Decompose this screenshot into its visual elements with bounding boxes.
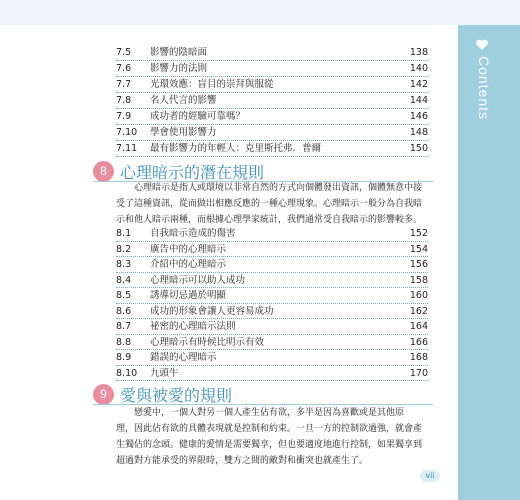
toc-entry-number: 8.10 <box>116 367 138 379</box>
toc-entry-number: 8.1 <box>116 228 132 239</box>
toc-entry-number: 8.5 <box>116 290 132 301</box>
intro-line: 受了這種資訊，從而做出相應反應的一種心理現象。心理暗示一般分為自我暗 <box>116 199 423 209</box>
toc-entry-number: 7.9 <box>116 111 132 122</box>
toc-entry-page: 162 <box>409 305 428 317</box>
toc-entry-title: 九頭牛 <box>150 367 179 379</box>
toc-entry-number: 8.7 <box>116 321 132 332</box>
toc-entry-page: 146 <box>409 111 428 122</box>
toc-entry-title: 誘導切忌過於明顯 <box>150 290 227 301</box>
toc-entry-page: 164 <box>409 321 428 332</box>
toc-entry-page: 152 <box>409 228 428 239</box>
toc-entry-number: 8.6 <box>116 305 132 317</box>
toc-entry-title: 最有影響力的年輕人：克里斯托弗．普爾 <box>150 143 322 154</box>
toc-entry[interactable] <box>116 45 428 61</box>
chapter-number-badge: 9 <box>93 384 114 405</box>
toc-entry-page: 168 <box>409 352 428 363</box>
toc-entry-title: 學會使用影響力 <box>150 127 217 138</box>
toc-entry-page: 160 <box>409 290 428 301</box>
toc-entry-title: 影響的陰暗面 <box>150 47 208 58</box>
toc-entry-page: 158 <box>409 274 428 286</box>
toc-entry-number: 7.10 <box>116 127 138 138</box>
toc-entry-number: 8.3 <box>116 259 132 270</box>
chapter-9-intro <box>116 405 426 469</box>
toc-entry-number: 7.7 <box>116 79 132 90</box>
toc-entry-number: 7.11 <box>116 143 138 154</box>
toc-entry-title: 廣告中的心理暗示 <box>150 243 227 255</box>
toc-entry-title: 祕密的心理暗示法則 <box>150 321 236 332</box>
toc-entry-page: 138 <box>409 47 428 58</box>
toc-entry-title: 成功的形象會讓人更容易成功 <box>150 305 274 317</box>
toc-entry[interactable] <box>116 109 428 125</box>
toc-entry-page: 154 <box>409 243 428 255</box>
intro-line: 超過對方能承受的界限時，雙方之間的敵對和衝突也就產生了。 <box>116 456 369 466</box>
chapter-8-intro <box>116 180 426 228</box>
toc-entry-title: 成功者的經驗可靠嗎？ <box>150 111 246 122</box>
intro-line: 理，因此佔有欲的具體表現就是控制和約束。一旦一方的控制欲過強，就會產 <box>116 424 423 434</box>
toc-entry-number: 8.8 <box>116 336 132 348</box>
intro-line: 心理暗示是指人或環境以非常自然的方式向個體發出資訊，個體無意中接 <box>116 183 423 193</box>
toc-entry-number: 7.8 <box>116 95 132 106</box>
intro-line: 示和他人暗示兩種，而根據心理學家統計，我們通常受自我暗示的影響較多。 <box>116 215 423 225</box>
toc-entry[interactable] <box>116 61 428 77</box>
toc-entry-number: 7.5 <box>116 47 132 58</box>
toc-entry-title: 光環效應：盲目的崇拜與服從 <box>150 79 274 90</box>
page-number: vii <box>420 470 440 482</box>
toc-entry-number: 8.4 <box>116 274 132 286</box>
heart-icon <box>475 38 489 52</box>
toc-entry-page: 142 <box>409 79 428 90</box>
toc-entry-number: 7.6 <box>116 63 132 74</box>
toc-entry-title: 心理暗示有時候比明示有效 <box>150 336 265 348</box>
toc-separator <box>116 380 428 381</box>
toc-entry-title: 錯誤的心理暗示 <box>150 352 217 363</box>
toc-entry-page: 150 <box>409 143 428 154</box>
intro-line: 戀愛中，一個人對另一個人產生佔有欲，多半是因為喜歡或是其他原 <box>116 408 405 418</box>
toc-entry-page: 148 <box>409 127 428 138</box>
toc-entry-number: 8.9 <box>116 352 132 363</box>
toc-entry-page: 140 <box>409 63 428 74</box>
toc-separator <box>116 156 428 157</box>
toc-entry[interactable] <box>116 125 428 141</box>
toc-entry-page: 156 <box>409 259 428 270</box>
toc-entry[interactable] <box>116 77 428 93</box>
toc-entry-page: 166 <box>409 336 428 348</box>
chapter-title: 心理暗示的潛在規則 <box>120 163 265 182</box>
toc-entry-title: 介紹中的心理暗示 <box>150 259 227 270</box>
header-band <box>0 0 520 25</box>
toc-entry[interactable] <box>116 93 428 109</box>
toc-entry-title: 影響力的法則 <box>150 63 208 74</box>
toc-entry[interactable] <box>116 141 428 157</box>
toc-entry-title: 心理暗示可以助人成功 <box>150 274 246 286</box>
intro-line: 生獨佔的念頭。健康的愛情是需要獨享，但也要適度地進行控制，如果獨享到 <box>116 440 423 450</box>
contents-label-text: Contents <box>476 56 492 121</box>
chapter-number-badge: 8 <box>93 161 114 182</box>
contents-label <box>476 56 500 196</box>
chapter-title: 愛與被愛的規則 <box>120 386 233 405</box>
toc-entry-page: 170 <box>409 367 428 379</box>
toc-entry-number: 8.2 <box>116 243 132 255</box>
toc-entry-page: 144 <box>409 95 428 106</box>
toc-entry-title: 名人代言的影響 <box>150 95 217 106</box>
toc-entry-title: 自我暗示造成的傷害 <box>150 228 236 239</box>
